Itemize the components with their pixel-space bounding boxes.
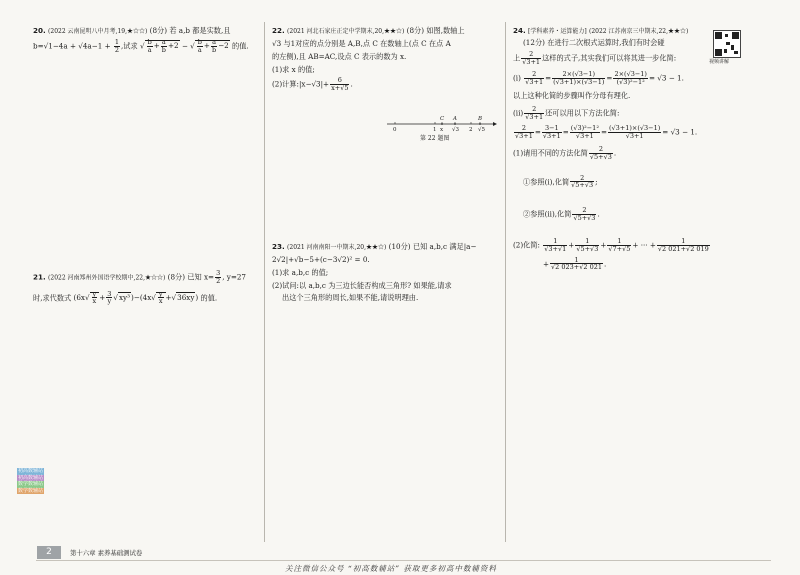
qr-label: 视频讲解 <box>709 59 730 65</box>
footer-note: 关注微信公众号 “初高数辅站” 获取更多初高中数辅资料 <box>285 564 497 573</box>
page-number: 2 <box>37 546 61 559</box>
question-source: (2021 河北石家庄正定中学期末,20,★★☆) <box>287 28 405 35</box>
question-source: (2022 江苏南京三中期末,22,★★☆) <box>589 28 689 35</box>
fraction: $\frac{6}{x+√5}$ <box>331 76 349 93</box>
question-source: (2021 河南南阳一中期末,20,★★☆) <box>287 244 387 251</box>
formula-ellipsis: + ··· + <box>632 240 656 250</box>
fraction: $\frac{3}{2}$ <box>216 269 221 285</box>
question-number: 22. <box>272 26 285 35</box>
question-text: 与1对应的点分别是 A,B,点 C 在数轴上(点 C 在点 A <box>283 39 451 49</box>
question-part: ②参照(ii),化简 <box>523 209 572 219</box>
question-text: 2√2|+√b−5+(c−3√2)² = 0. <box>272 255 370 265</box>
question-part: (2)试问:以 a,b,c 为三边长能否构成三角形? 如果能,请求 <box>272 280 452 290</box>
question-number: 20. <box>33 26 46 35</box>
question-score: (8分) <box>167 272 186 282</box>
point-label: C <box>440 116 445 122</box>
column-divider <box>505 22 506 542</box>
fraction: $\frac{1}{2}$ <box>114 38 120 54</box>
question-part: ①参照(i),化简 <box>523 176 570 186</box>
question-score: (8分) <box>149 26 168 35</box>
question-part: (1)求 a,b,c 的值; <box>272 267 329 277</box>
question-24: 24. [学科素养・运算能力] (2022 江苏南京三中期末,22,★★☆) (12分) 在进行二次根式运算时,我们有时会碰 上 $\frac{2}{√3+1}$ 这样的式子,其实我们可以将其进一步化简: (i) $\frac{2}{√3+1}$ = $\frac{2\times(√3-1)}{(√3+1)\times(√3-1)}$ = $\frac{2\times(√3-1)}{\text{(√3)²−1²}}$ = √3 − 1. 以上这种化简的步骤叫作分母有理化. (ii) $\frac{2}{√3+1}$ 还可以用以下方法化简: $\frac{2}{√3+1}$ = $\frac{3-1}{√3+1}$ = $\frac{\text{(√3)²−1²}}{√3+1}$ = $\frac{(√3+1)\times(√3-1)}{√3+1}$ = √3 − 1. (1)请用不同的方法化简 $\frac{2}{√5+√3}$ . ①参照(i),化简 $\frac{2}{√5+√3}$ ; ②参照(ii),化简 $\frac{2}{√5+√3}$ . (2)化简: $\frac{1}{√3+√1}$ + $\frac{1}{√5+√3}$ + $\frac{1}{√7+√5}$ + ··· + $\frac{1}{√2 021+√2 019}$ + $\frac{1}{√2 023+√2 021}$ . <box>513 26 757 271</box>
axis-label: √5 <box>478 127 486 133</box>
question-part: 出这个三角形的周长,如果不能,请说明理由. <box>282 293 419 303</box>
question-number: 24. <box>513 26 526 35</box>
fraction: $\frac{2}{√3+1}$ <box>522 49 541 66</box>
question-text: ,试求 <box>121 41 138 51</box>
question-part: (2)化简: <box>513 240 540 250</box>
axis-label: 2 <box>469 127 473 133</box>
question-text: 的值. <box>200 292 218 302</box>
question-source: (2022 河南郑州外国语学校期中,22,★☆☆) <box>48 274 166 282</box>
point-label: A <box>453 116 457 122</box>
point-label: B <box>478 116 483 122</box>
question-text: 在进行二次根式运算时,我们有时会碰 <box>547 38 665 48</box>
question-part: (1)求 x 的值; <box>272 64 315 74</box>
page-title: 第十六章 素养基础测试卷 <box>70 549 143 557</box>
question-number: 21. <box>33 272 46 282</box>
axis-label: √3 <box>452 127 460 133</box>
question-text: 若 a,b 都是实数,且 <box>169 26 231 35</box>
question-score: (10分) <box>388 242 411 251</box>
question-text: 的左侧),且 AB=AC,设点 C 表示的数为 x. <box>272 51 407 61</box>
step-label: (i) <box>513 73 521 83</box>
question-text: 已知 x= <box>187 272 215 282</box>
formula: √ $\frac{b}{a}$ + $\frac{a}{b}$ +2 − √ $\frac{b}{a}$ + $\frac{a}{b}$ −2 <box>139 38 229 54</box>
question-text: b=√1−4a + √4a−1 + <box>33 41 113 51</box>
formula: (6x√ $\frac{y}{x}$ + $\frac{3}{y}$ √xy³)−(4x√ $\frac{y}{x}$ +√36xy) <box>73 289 199 306</box>
watermark-stamp: 初高数辅站 初高数辅站 数学数辅站 数学数辅站 <box>18 468 44 494</box>
question-part: (1)请用不同的方法化简 <box>513 148 588 158</box>
question-text: 以上这种化简的步骤叫作分母有理化. <box>513 91 631 101</box>
equation-result: = √3 − 1. <box>662 127 698 137</box>
question-text: 已知 a,b,c 满足|a− <box>412 242 477 251</box>
axis-label: 0 <box>393 127 397 133</box>
axis-label: 1 <box>433 127 437 133</box>
figure-caption: 第 22 题图 <box>420 135 450 142</box>
question-score: (12分) <box>523 38 545 48</box>
question-text: , y=27 <box>222 272 247 282</box>
question-text: 的值. <box>232 41 249 51</box>
equation-result: = √3 − 1. <box>648 73 684 83</box>
question-22: 22. (2021 河北石家庄正定中学期末,20,★★☆) (8分) 如图,数轴上 √3 与1对应的点分别是 A,B,点 C 在数轴上(点 C 在点 A 的左侧),且 AB=AC,设点 C 表示的数为 x. (1)求 x 的值; (2)计算:|x−√3|+ $\frac{6}{x+√5}$ . <box>272 26 498 92</box>
question-number: 23. <box>272 242 285 251</box>
question-score: (8分) <box>406 26 425 35</box>
question-23 <box>272 242 498 303</box>
question-text: 如图,数轴上 <box>426 26 465 35</box>
question-text: 时,求代数式 <box>33 292 72 302</box>
axis-label: x <box>440 127 444 133</box>
question-20 <box>33 26 263 54</box>
step-label: (ii) <box>513 108 524 118</box>
footer-divider <box>36 560 771 561</box>
question-part: (2)计算:|x−√3|+ <box>272 79 330 89</box>
question-text: 这样的式子,其实我们可以将其进一步化简: <box>542 53 677 63</box>
column-divider <box>264 22 265 542</box>
qr-code[interactable] <box>713 30 741 58</box>
question-21 <box>33 270 263 305</box>
question-source: (2022 云南昆明八中月考,19,★☆☆) <box>48 28 148 35</box>
question-text: 还可以用以下方法化简: <box>545 108 620 118</box>
question-tag: [学科素养・运算能力] <box>528 28 587 35</box>
